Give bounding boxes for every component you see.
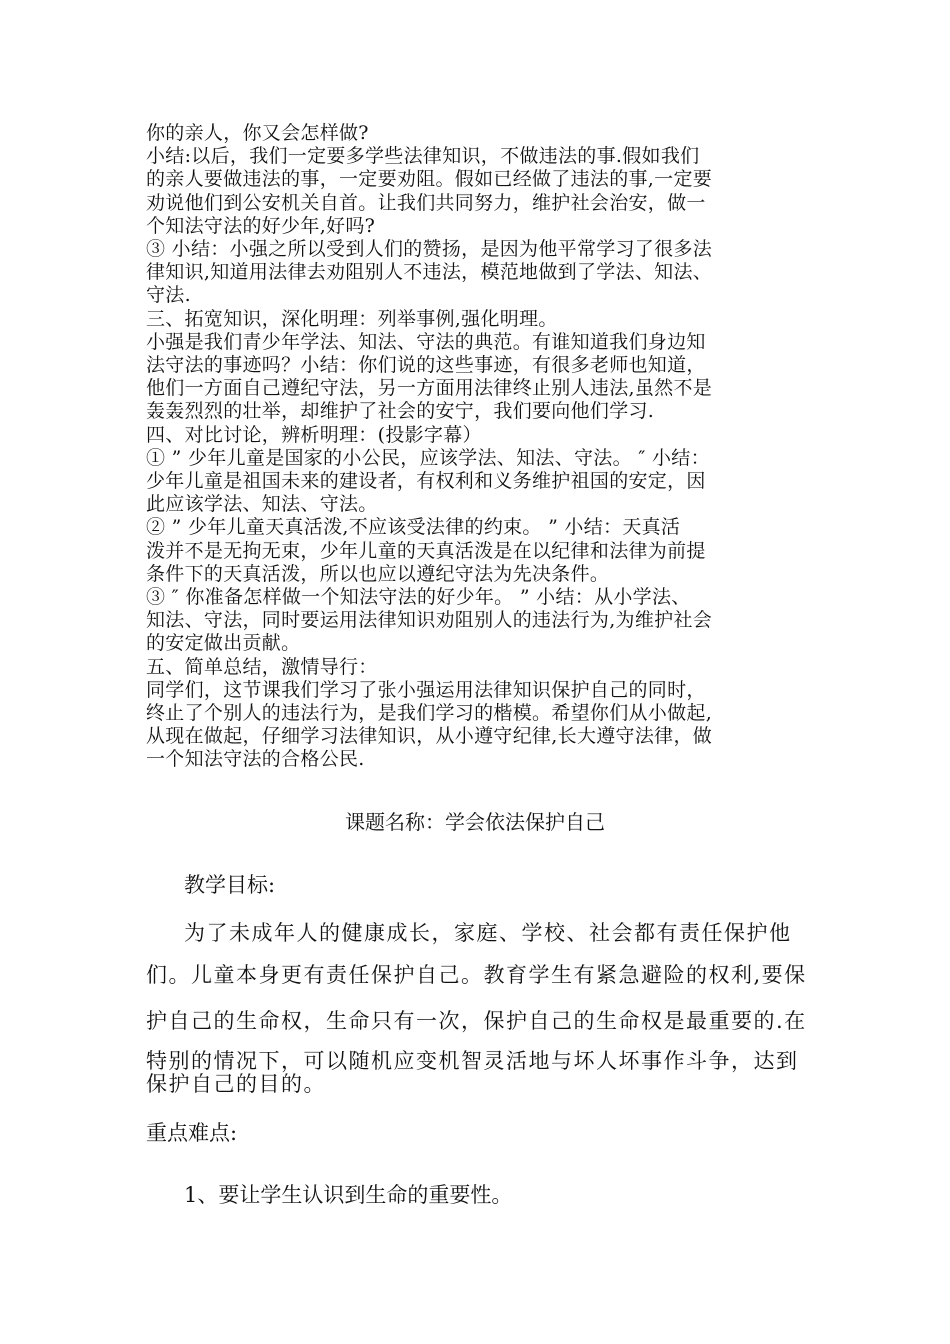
text-line: 你的亲人，你又会怎样做? (146, 122, 369, 144)
text-line: ① ” 少年儿童是国家的小公民，应该学法、知法、守法。 ″ 小结： (146, 446, 710, 469)
text-line: ② ” 少年儿童天真活泼,不应该受法律的约束。 ” 小结：天真活 (146, 516, 681, 539)
text-line: 少年儿童是祖国未来的建设者，有权利和义务维护祖国的安定，因 (146, 470, 706, 493)
text-line: 个知法守法的好少年,好吗? (146, 214, 376, 237)
lesson-body-text (146, 122, 816, 772)
goal-text-line: 特别的情况下，可以随机应变机智灵活地与坏人坏事作斗争，达到 (146, 1049, 799, 1073)
text-line: 劝说他们到公安机关自首。让我们共同努力，维护社会治安，做一 (146, 191, 706, 214)
text-line: 轰轰烈烈的壮举，却维护了社会的安宁，我们要向他们学习. (146, 400, 655, 423)
goal-text-line: 护自己的生命权，生命只有一次，保护自己的生命权是最重要的.在 (146, 1009, 807, 1033)
text-line: 泼并不是无拘无束，少年儿童的天真活泼是在以纪律和法律为前提 (146, 539, 706, 562)
section-heading: 四、对比讨论，辨析明理：(投影字幕） (146, 423, 482, 446)
text-line: 同学们，这节课我们学习了张小强运用法律知识保护自己的同时， (146, 678, 706, 701)
text-line: 法守法的事迹吗？小结：你们说的这些事迹，有很多老师也知道， (146, 354, 706, 377)
text-line: 律知识,知道用法律去劝阻别人不违法，模范地做到了学法、知法、 (146, 261, 713, 284)
section-heading: 三、拓宽知识，深化明理：列举事例,强化明理。 (146, 307, 558, 330)
text-line: 小结:以后，我们一定要多学些法律知识，不做违法的事.假如我们 (146, 145, 700, 168)
text-line: 终止了个别人的违法行为，是我们学习的楷模。希望你们从小做起, (146, 702, 713, 725)
text-line: 的亲人要做违法的事，一定要劝阻。假如已经做了违法的事,一定要 (146, 168, 713, 191)
goal-text-line: 为了未成年人的健康成长，家庭、学校、社会都有责任保护他 (184, 921, 792, 945)
key-item: 1、要让学生认识到生命的重要性。 (184, 1183, 513, 1207)
goal-heading: 教学目标: (184, 873, 276, 897)
text-line: 守法. (146, 284, 191, 307)
text-line: ③ ″ 你准备怎样做一个知法守法的好少年。 ” 小结：从小学法、 (146, 586, 691, 609)
text-line: 条件下的天真活泼，所以也应以遵纪守法为先决条件。 (146, 562, 610, 585)
text-line: 他们一方面自己遵纪守法，另一方面用法律终止别人违法,虽然不是 (146, 377, 713, 400)
text-line: 从现在做起，仔细学习法律知识，从小遵守纪律,长大遵守法律，做 (146, 725, 713, 748)
text-line: 知法、守法，同时要运用法律知识劝阻别人的违法行为,为维护社会 (146, 609, 713, 632)
lesson-title: 课题名称：学会依法保护自己 (345, 810, 605, 834)
text-line: 的安定做出贡献。 (146, 632, 301, 655)
key-heading: 重点难点: (146, 1121, 238, 1145)
text-line: 小强是我们青少年学法、知法、守法的典范。有谁知道我们身边知 (146, 330, 706, 353)
text-line: ③ 小结：小强之所以受到人们的赞扬，是因为他平常学习了很多法 (146, 238, 713, 261)
text-line: 一个知法守法的合格公民. (146, 748, 365, 771)
goal-text-line: 保护自己的目的。 (146, 1072, 326, 1096)
section-heading: 五、简单总结，激情导行： (146, 655, 378, 678)
goal-text-line: 们。儿童本身更有责任保护自己。教育学生有紧急避险的权利,要保 (146, 963, 807, 987)
text-line: 此应该学法、知法、守法。 (146, 493, 378, 516)
